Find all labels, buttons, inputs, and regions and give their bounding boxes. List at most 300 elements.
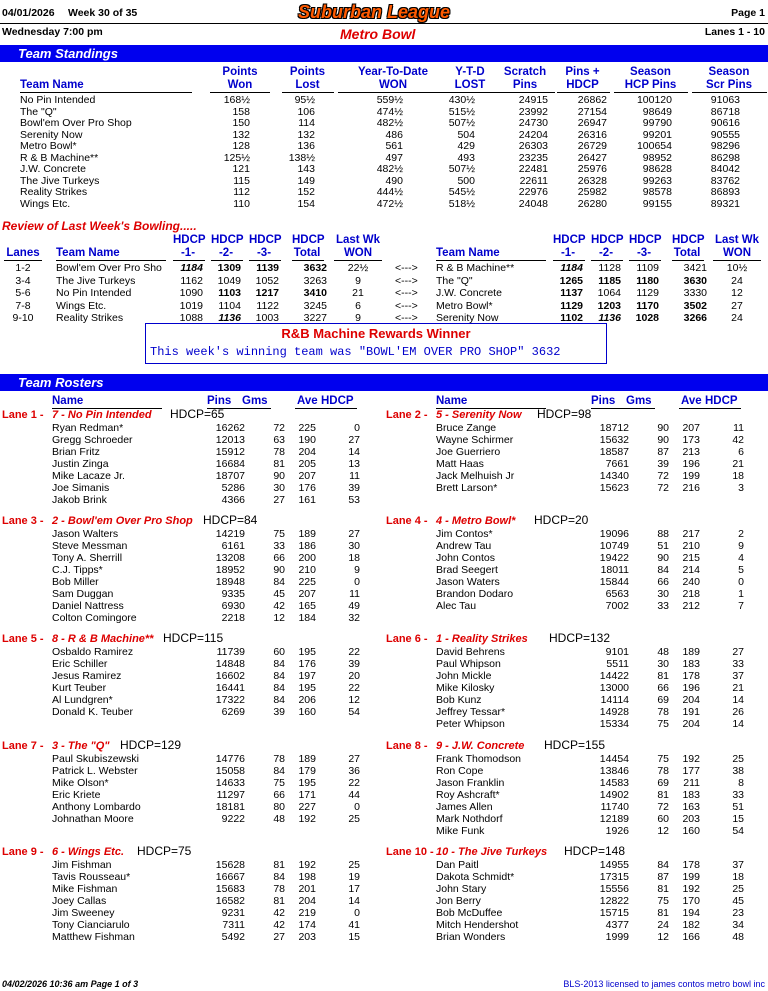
roster-player-name: Kurt Teuber bbox=[52, 682, 107, 694]
roster-player-ave: 218 bbox=[682, 588, 700, 600]
roster-player-name: Mike Fishman bbox=[52, 883, 118, 895]
roster-team-name: 3 - The "Q" bbox=[52, 740, 110, 752]
roster-player-name: Joey Callas bbox=[52, 895, 107, 907]
roster-lane-label: Lane 3 - bbox=[2, 515, 44, 527]
roster-player-pins: 19422 bbox=[599, 552, 629, 564]
standings-cell: 472½ bbox=[376, 197, 403, 210]
roster-player-hdcp: 2 bbox=[738, 528, 744, 540]
roster-player-name: Bob Miller bbox=[52, 576, 99, 588]
review-right-won: 24 bbox=[731, 274, 743, 287]
review-right-g1: 1102 bbox=[560, 312, 583, 324]
roster-player-pins: 14422 bbox=[599, 670, 629, 682]
standings-cell: 430½ bbox=[448, 94, 475, 106]
roster-player-ave: 183 bbox=[682, 789, 700, 801]
standings-cell: 486 bbox=[385, 128, 403, 141]
roster-player-hdcp: 25 bbox=[348, 859, 360, 871]
roster-player-hdcp: 18 bbox=[348, 552, 360, 564]
roster-player-pins: 13208 bbox=[215, 552, 245, 564]
standings-cell: 22481 bbox=[518, 163, 548, 175]
standings-cell: 26303 bbox=[518, 140, 548, 152]
roster-player-name: Joe Guerriero bbox=[436, 446, 501, 458]
review-h-r-lastwk: Last Wk bbox=[714, 234, 760, 246]
roster-player-pins: 11740 bbox=[600, 801, 629, 813]
roster-h-ave: Ave bbox=[681, 395, 702, 407]
roster-player-gms: 72 bbox=[657, 482, 669, 494]
roster-player-pins: 16602 bbox=[215, 670, 245, 682]
roster-player-gms: 39 bbox=[273, 706, 285, 718]
review-left-g1: 1088 bbox=[179, 312, 203, 324]
roster-player-gms: 72 bbox=[657, 801, 669, 813]
review-right-team: Metro Bowl* bbox=[436, 299, 493, 312]
review-right-g3: 1028 bbox=[635, 312, 659, 324]
standings-cell: 98628 bbox=[642, 163, 672, 175]
standings-cell: 168½ bbox=[223, 94, 250, 106]
standings-cell: 83762 bbox=[710, 174, 740, 187]
roster-player-name: Mark Nothdorf bbox=[436, 813, 503, 825]
roster-player-ave: 206 bbox=[298, 694, 316, 706]
roster-player-ave: 198 bbox=[298, 871, 316, 883]
standings-cell: 128 bbox=[232, 140, 250, 152]
roster-player-hdcp: 15 bbox=[732, 813, 744, 825]
roster-player-ave: 184 bbox=[298, 612, 316, 624]
standings-cell: 474½ bbox=[376, 105, 403, 118]
roster-player-name: Osbaldo Ramirez bbox=[52, 646, 134, 658]
roster-player-name: Bob Kunz bbox=[436, 694, 482, 706]
roster-lane-label: Lane 10 - bbox=[386, 846, 434, 858]
review-left-g1: 1090 bbox=[179, 287, 203, 299]
roster-player-hdcp: 11 bbox=[349, 470, 360, 482]
roster-player-ave: 163 bbox=[682, 801, 700, 813]
standings-header-line1: Scratch bbox=[503, 66, 547, 78]
roster-player-ave: 165 bbox=[298, 600, 316, 612]
roster-player-pins: 11739 bbox=[216, 646, 245, 658]
roster-player-name: Eric Schiller bbox=[52, 658, 108, 670]
roster-player-name: Dan Paitl bbox=[436, 859, 479, 871]
standings-cell: 559½ bbox=[376, 94, 403, 106]
roster-player-pins: 15623 bbox=[599, 482, 629, 494]
roster-player-hdcp: 22 bbox=[348, 777, 360, 789]
review-h-r-hdcp2: HDCP bbox=[591, 234, 624, 246]
roster-player-ave: 203 bbox=[682, 813, 700, 825]
standings-cell: 22976 bbox=[518, 186, 548, 198]
roster-player-ave: 210 bbox=[298, 564, 316, 576]
roster-player-gms: 66 bbox=[657, 682, 669, 694]
roster-player-gms: 84 bbox=[273, 765, 285, 777]
standings-cell: 132 bbox=[232, 128, 250, 141]
standings-cell: 490 bbox=[385, 174, 403, 187]
roster-player-gms: 12 bbox=[657, 931, 669, 943]
roster-team-name: 4 - Metro Bowl* bbox=[436, 515, 516, 527]
roster-player-gms: 90 bbox=[273, 470, 285, 482]
roster-player-hdcp: 38 bbox=[732, 765, 744, 777]
roster-player-name: Mitch Hendershot bbox=[436, 919, 519, 931]
roster-player-hdcp: 1 bbox=[738, 588, 744, 600]
roster-player-pins: 16582 bbox=[215, 895, 245, 907]
roster-player-gms: 72 bbox=[273, 422, 285, 434]
roster-player-pins: 14340 bbox=[599, 470, 629, 482]
review-h-hdcpt: HDCP bbox=[292, 234, 325, 246]
roster-player-name: Mike Kilosky bbox=[436, 682, 495, 694]
roster-player-name: Jason Franklin bbox=[436, 777, 505, 789]
roster-lane-label: Lane 7 - bbox=[2, 740, 44, 752]
roster-player-gms: 42 bbox=[273, 600, 285, 612]
roster-player-gms: 60 bbox=[273, 646, 285, 658]
roster-player-pins: 9222 bbox=[221, 813, 245, 825]
roster-team-hdcp: HDCP=84 bbox=[203, 513, 258, 527]
review-h-hdcp1: HDCP bbox=[173, 234, 206, 246]
review-left-total: 3227 bbox=[303, 312, 327, 324]
roster-player-hdcp: 53 bbox=[348, 494, 360, 506]
roster-player-gms: 12 bbox=[273, 612, 285, 624]
review-right-team: Serenity Now bbox=[436, 312, 499, 324]
review-left-g2: 1049 bbox=[217, 274, 241, 287]
roster-player-name: Jason Waters bbox=[436, 576, 500, 588]
roster-player-ave: 166 bbox=[682, 931, 700, 943]
roster-player-gms: 90 bbox=[657, 552, 669, 564]
standings-cell: 23992 bbox=[518, 105, 548, 118]
roster-player-name: Mike Lacaze Jr. bbox=[52, 470, 125, 482]
review-left-team: Bowl'em Over Pro Sho bbox=[56, 262, 162, 274]
roster-lane-label: Lane 4 - bbox=[386, 515, 428, 527]
roster-player-hdcp: 14 bbox=[732, 718, 744, 730]
roster-team-name: 5 - Serenity Now bbox=[436, 409, 522, 421]
roster-player-ave: 200 bbox=[298, 552, 316, 564]
roster-player-hdcp: 0 bbox=[354, 801, 360, 813]
standings-cell: 100654 bbox=[636, 140, 672, 152]
standings-cell: 500 bbox=[457, 174, 475, 187]
roster-player-hdcp: 0 bbox=[354, 907, 360, 919]
roster-player-pins: 13846 bbox=[599, 765, 629, 777]
review-left-g2: 1103 bbox=[218, 287, 241, 299]
roster-player-name: Brandon Dodaro bbox=[436, 588, 514, 600]
roster-player-ave: 210 bbox=[682, 540, 700, 552]
roster-h-ave: Ave bbox=[297, 395, 318, 407]
standings-header-3: WON bbox=[378, 79, 408, 91]
roster-player-ave: 201 bbox=[298, 883, 316, 895]
review-right-g1: 1137 bbox=[560, 287, 583, 299]
roster-player-gms: 87 bbox=[657, 871, 669, 883]
roster-player-ave: 199 bbox=[682, 470, 700, 482]
roster-player-gms: 69 bbox=[657, 777, 669, 789]
review-lanes: 3-4 bbox=[15, 274, 31, 287]
review-left-g2: 1309 bbox=[217, 262, 241, 274]
roster-player-hdcp: 33 bbox=[732, 658, 744, 670]
review-left-total: 3245 bbox=[303, 299, 327, 312]
roster-player-hdcp: 27 bbox=[348, 528, 360, 540]
roster-player-pins: 5511 bbox=[606, 658, 629, 670]
center-name: Metro Bowl bbox=[340, 26, 416, 42]
roster-player-ave: 204 bbox=[682, 718, 700, 730]
roster-player-pins: 1999 bbox=[605, 931, 629, 943]
roster-player-name: Donald K. Teuber bbox=[52, 706, 133, 718]
roster-player-pins: 18587 bbox=[599, 446, 629, 458]
roster-player-hdcp: 4 bbox=[738, 552, 744, 564]
roster-player-pins: 16684 bbox=[215, 458, 245, 470]
review-h-g3: -3- bbox=[256, 247, 272, 259]
roster-player-pins: 9231 bbox=[221, 907, 245, 919]
standings-cell: 98578 bbox=[642, 186, 672, 198]
roster-player-hdcp: 39 bbox=[348, 658, 360, 670]
roster-player-ave: 213 bbox=[682, 446, 700, 458]
standings-header-line1: Pins + bbox=[565, 66, 600, 78]
roster-player-name: Joe Simanis bbox=[52, 482, 110, 494]
roster-player-ave: 176 bbox=[298, 658, 316, 670]
roster-player-pins: 5286 bbox=[221, 482, 245, 494]
review-h-g2: -2- bbox=[218, 247, 234, 259]
roster-lane-label: Lane 9 - bbox=[2, 846, 44, 858]
standings-header-line1: Season bbox=[708, 66, 750, 78]
standings-cell: 561 bbox=[385, 140, 403, 152]
roster-player-hdcp: 36 bbox=[348, 765, 360, 777]
standings-header-5: Pins bbox=[512, 79, 538, 91]
roster-player-gms: 81 bbox=[273, 895, 285, 907]
roster-player-gms: 78 bbox=[657, 706, 669, 718]
roster-player-pins: 14902 bbox=[599, 789, 629, 801]
roster-player-gms: 84 bbox=[273, 694, 285, 706]
roster-player-gms: 78 bbox=[273, 883, 285, 895]
review-left-total: 3263 bbox=[303, 274, 327, 287]
roster-team-name: 6 - Wings Etc. bbox=[52, 846, 125, 858]
standings-header-line1: Points bbox=[289, 66, 326, 78]
standings-cell: 26328 bbox=[577, 174, 607, 187]
standings-cell: 26862 bbox=[577, 94, 607, 106]
footer-print-info: 04/02/2026 10:36 am Page 1 of 3 bbox=[2, 979, 139, 989]
roster-player-pins: 14114 bbox=[600, 694, 629, 706]
week-label: Week 30 of 35 bbox=[68, 7, 138, 19]
roster-team-name: 9 - J.W. Concrete bbox=[436, 740, 525, 752]
roster-player-gms: 84 bbox=[657, 859, 669, 871]
roster-player-ave: 204 bbox=[298, 446, 316, 458]
roster-player-name: Jim Contos* bbox=[436, 528, 493, 540]
roster-player-ave: 161 bbox=[298, 494, 316, 506]
roster-player-hdcp: 27 bbox=[348, 753, 360, 765]
review-left-team: No Pin Intended bbox=[56, 287, 132, 299]
roster-player-ave: 190 bbox=[298, 434, 316, 446]
roster-player-gms: 84 bbox=[273, 658, 285, 670]
roster-team-name: 10 - The Jive Turkeys bbox=[436, 846, 548, 858]
roster-player-hdcp: 14 bbox=[348, 446, 360, 458]
roster-player-hdcp: 42 bbox=[732, 434, 744, 446]
roster-h-gms: Gms bbox=[626, 395, 652, 407]
roster-player-name: Brett Larson* bbox=[436, 482, 498, 494]
review-right-g3: 1109 bbox=[636, 262, 659, 274]
standings-cell: 115 bbox=[233, 174, 250, 187]
standings-cell: 518½ bbox=[448, 197, 475, 210]
roster-h-pins: Pins bbox=[591, 395, 616, 407]
roster-player-gms: 81 bbox=[657, 670, 669, 682]
standings-cell: 99201 bbox=[642, 128, 672, 141]
roster-player-name: Andrew Tau bbox=[436, 540, 492, 552]
roster-player-hdcp: 25 bbox=[348, 813, 360, 825]
roster-player-hdcp: 27 bbox=[732, 646, 744, 658]
roster-player-name: Paul Whipson bbox=[436, 658, 501, 670]
review-h-team: Team Name bbox=[56, 247, 120, 259]
roster-player-hdcp: 22 bbox=[348, 646, 360, 658]
roster-player-gms: 78 bbox=[273, 753, 285, 765]
roster-player-gms: 63 bbox=[273, 434, 285, 446]
roster-player-gms: 81 bbox=[657, 789, 669, 801]
standings-team-name: Reality Strikes bbox=[20, 186, 88, 198]
roster-player-gms: 42 bbox=[273, 907, 285, 919]
review-arrow: <---> bbox=[395, 299, 418, 312]
standings-cell: 497 bbox=[385, 151, 403, 164]
roster-player-name: Gregg Schroeder bbox=[52, 434, 133, 446]
roster-player-ave: 192 bbox=[298, 813, 316, 825]
roster-player-pins: 14583 bbox=[599, 777, 629, 789]
standings-cell: 25982 bbox=[577, 186, 607, 198]
roster-player-name: Brad Seegert bbox=[436, 564, 498, 576]
roster-player-hdcp: 41 bbox=[348, 919, 360, 931]
review-left-g3: 1217 bbox=[255, 287, 279, 299]
print-date: 04/01/2026 bbox=[2, 7, 55, 19]
roster-player-hdcp: 21 bbox=[732, 682, 744, 694]
roster-player-gms: 78 bbox=[273, 446, 285, 458]
roster-player-pins: 6930 bbox=[221, 600, 245, 612]
roster-player-ave: 214 bbox=[682, 564, 700, 576]
roster-player-name: Matthew Fishman bbox=[52, 931, 135, 943]
roster-player-pins: 7311 bbox=[222, 919, 245, 931]
roster-player-pins: 1926 bbox=[605, 825, 629, 837]
roster-player-hdcp: 32 bbox=[348, 612, 360, 624]
roster-player-hdcp: 14 bbox=[348, 895, 360, 907]
roster-player-hdcp: 19 bbox=[348, 871, 360, 883]
standings-cell: 26316 bbox=[577, 128, 607, 141]
roster-player-ave: 191 bbox=[682, 706, 700, 718]
review-arrow: <---> bbox=[395, 262, 418, 274]
roster-player-pins: 18707 bbox=[215, 470, 245, 482]
roster-player-ave: 178 bbox=[682, 670, 700, 682]
roster-player-name: Jakob Brink bbox=[52, 494, 107, 506]
roster-player-gms: 33 bbox=[273, 540, 285, 552]
standings-cell: 90616 bbox=[710, 117, 740, 129]
standings-title: Team Standings bbox=[18, 46, 118, 61]
review-lanes: 1-2 bbox=[15, 262, 31, 274]
roster-player-ave: 216 bbox=[682, 482, 700, 494]
review-left-team: Reality Strikes bbox=[56, 312, 124, 324]
page-label: Page 1 bbox=[731, 7, 765, 19]
roster-player-pins: 16262 bbox=[215, 422, 245, 434]
standings-cell: 98952 bbox=[642, 151, 672, 164]
roster-player-pins: 18011 bbox=[600, 564, 629, 576]
footer-license: BLS-2013 licensed to james contos metro bowl inc bbox=[563, 979, 765, 989]
roster-team-hdcp: HDCP=155 bbox=[544, 738, 606, 752]
roster-player-pins: 16441 bbox=[215, 682, 245, 694]
standings-cell: 158 bbox=[232, 105, 250, 118]
roster-player-pins: 12013 bbox=[215, 434, 245, 446]
roster-player-ave: 205 bbox=[298, 458, 316, 470]
review-right-total: 3421 bbox=[683, 262, 707, 274]
roster-team-name: 2 - Bowl'em Over Pro Shop bbox=[52, 515, 193, 527]
roster-player-gms: 66 bbox=[273, 789, 285, 801]
roster-player-ave: 160 bbox=[298, 706, 316, 718]
review-right-g1: 1265 bbox=[559, 274, 583, 287]
standings-cell: 504 bbox=[457, 128, 475, 141]
roster-player-ave: 204 bbox=[682, 694, 700, 706]
roster-player-hdcp: 49 bbox=[348, 600, 360, 612]
roster-player-ave: 170 bbox=[682, 895, 700, 907]
roster-player-ave: 195 bbox=[298, 682, 316, 694]
league-title: Suburban League bbox=[298, 2, 451, 22]
roster-player-ave: 197 bbox=[298, 670, 316, 682]
roster-player-ave: 227 bbox=[298, 801, 316, 813]
roster-team-hdcp: HDCP=148 bbox=[564, 844, 626, 858]
review-arrow: <---> bbox=[395, 274, 418, 287]
review-left-g3: 1122 bbox=[256, 299, 279, 312]
standings-cell: 99790 bbox=[642, 117, 672, 129]
roster-player-ave: 183 bbox=[682, 658, 700, 670]
roster-player-pins: 18181 bbox=[215, 801, 245, 813]
roster-lane-label: Lane 8 - bbox=[386, 740, 428, 752]
standings-cell: 26947 bbox=[577, 117, 607, 129]
roster-player-ave: 189 bbox=[298, 528, 316, 540]
roster-player-name: Tavis Rousseau* bbox=[52, 871, 131, 883]
roster-player-name: Brian Fritz bbox=[52, 446, 100, 458]
roster-player-ave: 171 bbox=[298, 789, 316, 801]
roster-player-name: Mike Funk bbox=[436, 825, 485, 837]
roster-player-name: Brian Wonders bbox=[436, 931, 506, 943]
roster-player-name: Sam Duggan bbox=[52, 588, 114, 600]
review-h-r-hdcp1: HDCP bbox=[553, 234, 586, 246]
standings-header-8: Scr Pins bbox=[705, 79, 753, 91]
roster-player-hdcp: 3 bbox=[738, 482, 744, 494]
review-right-won: 27 bbox=[731, 299, 743, 312]
standings-cell: 24915 bbox=[518, 94, 548, 106]
standings-cell: 86718 bbox=[710, 105, 740, 118]
standings-cell: 84042 bbox=[710, 163, 740, 175]
roster-player-pins: 15683 bbox=[215, 883, 245, 895]
review-right-team: The "Q" bbox=[436, 274, 473, 287]
roster-player-ave: 199 bbox=[682, 871, 700, 883]
roster-player-gms: 39 bbox=[657, 458, 669, 470]
roster-player-name: Paul Skubiszewski bbox=[52, 753, 139, 765]
standings-cell: 154 bbox=[297, 197, 315, 210]
review-h-r-g2: -2- bbox=[598, 247, 614, 259]
review-right-team: R & B Machine** bbox=[436, 262, 515, 274]
roster-player-hdcp: 37 bbox=[732, 859, 744, 871]
roster-player-name: Daniel Nattress bbox=[52, 600, 124, 612]
roster-player-pins: 6161 bbox=[221, 540, 245, 552]
roster-player-gms: 48 bbox=[657, 646, 669, 658]
rosters-title: Team Rosters bbox=[18, 375, 104, 390]
standings-header-0: Team Name bbox=[20, 79, 84, 91]
standings-cell: 26280 bbox=[577, 197, 607, 210]
roster-team-hdcp: HDCP=98 bbox=[537, 407, 592, 421]
roster-player-gms: 87 bbox=[657, 446, 669, 458]
roster-player-name: Tony Cianciarulo bbox=[52, 919, 130, 931]
roster-player-hdcp: 13 bbox=[348, 458, 360, 470]
roster-player-pins: 15628 bbox=[215, 859, 245, 871]
roster-player-gms: 33 bbox=[657, 600, 669, 612]
review-right-total: 3266 bbox=[683, 312, 707, 324]
review-left-total: 3632 bbox=[303, 262, 327, 274]
roster-player-gms: 84 bbox=[657, 564, 669, 576]
standings-cell: 136 bbox=[297, 140, 315, 152]
roster-player-ave: 240 bbox=[682, 576, 700, 588]
roster-player-pins: 7002 bbox=[605, 600, 629, 612]
roster-player-hdcp: 26 bbox=[732, 706, 744, 718]
review-right-g1: 1129 bbox=[560, 299, 583, 312]
roster-player-name: Wayne Schirmer bbox=[436, 434, 514, 446]
review-left-won: 22½ bbox=[347, 262, 369, 274]
standings-cell: 152 bbox=[297, 186, 315, 198]
roster-player-gms: 60 bbox=[657, 813, 669, 825]
roster-player-hdcp: 9 bbox=[738, 540, 744, 552]
roster-player-pins: 14848 bbox=[215, 658, 245, 670]
roster-player-hdcp: 34 bbox=[732, 919, 744, 931]
review-lanes: 9-10 bbox=[12, 312, 34, 324]
roster-player-hdcp: 44 bbox=[348, 789, 360, 801]
roster-player-pins: 18948 bbox=[215, 576, 245, 588]
